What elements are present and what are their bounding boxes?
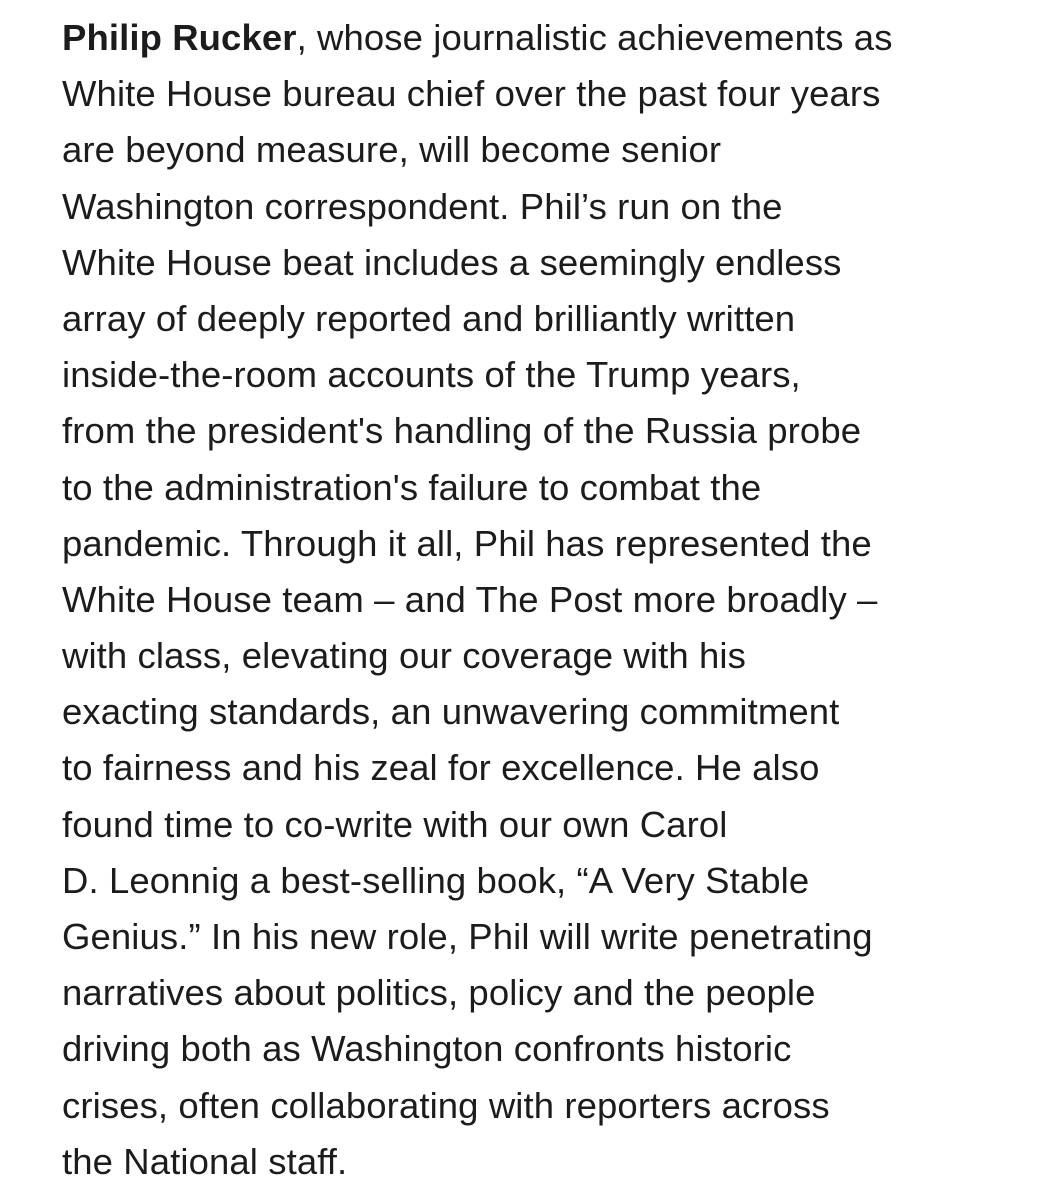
text-line: exacting standards, an unwavering commitment <box>62 691 840 733</box>
text-line: found time to co-write with our own Carol <box>62 803 728 845</box>
person-name: Philip Rucker <box>62 17 297 58</box>
text-line: to the administration's failure to combat the <box>62 466 762 508</box>
text-line: narratives about politics, policy and the people <box>62 972 816 1014</box>
text-line: White House beat includes a seemingly endless <box>62 241 842 283</box>
text-line: to fairness and his zeal for excellence. He also <box>62 747 820 789</box>
text-line-content: , whose journalistic achievements as <box>296 17 893 58</box>
text-line: crises, often collaborating with reporters across <box>62 1084 830 1126</box>
text-line: from the president's handling of the Russia probe <box>62 410 862 452</box>
text-line: D. Leonnig a best-selling book, “A Very Stable <box>62 859 810 901</box>
text-line: White House bureau chief over the past four years <box>62 73 881 115</box>
text-line: Washington correspondent. Phil’s run on the <box>62 185 783 227</box>
text-line <box>62 10 1042 66</box>
text-line: with class, elevating our coverage with his <box>62 635 746 677</box>
text-line: pandemic. Through it all, Phil has represented the <box>62 522 872 564</box>
text-line: White House team – and The Post more broadly – <box>62 578 878 620</box>
text-line: driving both as Washington confronts historic <box>62 1028 792 1070</box>
text-line: are beyond measure, will become senior <box>62 129 722 171</box>
text-line: inside-the-room accounts of the Trump years, <box>62 354 801 396</box>
text-line: Genius.” In his new role, Phil will write penetrating <box>62 916 873 957</box>
text-line: array of deeply reported and brilliantly written <box>62 297 796 339</box>
announcement-paragraph <box>62 10 1042 1190</box>
text-line: the National staff. <box>62 1140 348 1182</box>
